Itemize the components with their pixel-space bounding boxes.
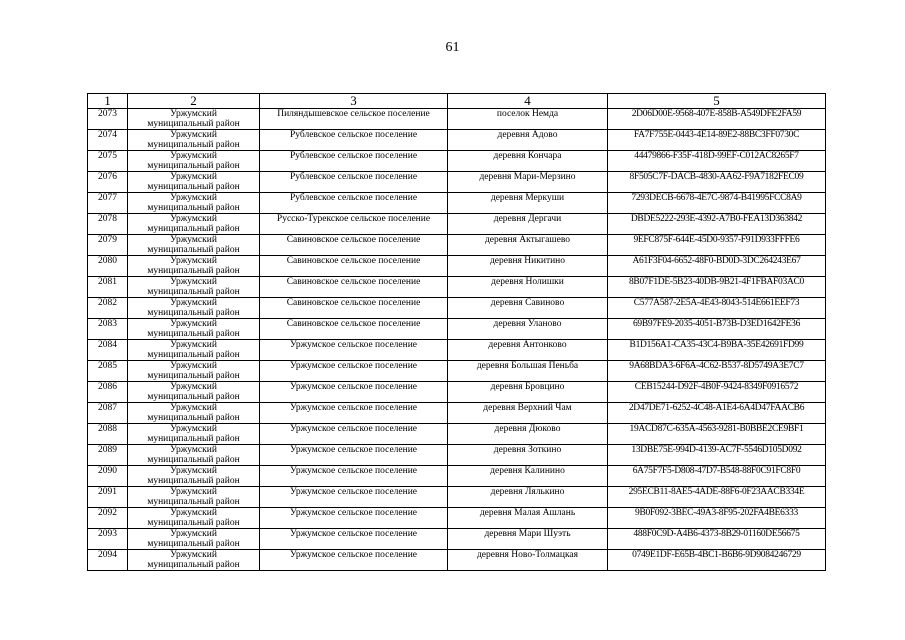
column-header-4: 4 bbox=[448, 94, 608, 109]
settlement-cell: Уржумское сельское поселение bbox=[260, 529, 448, 550]
district-cell bbox=[128, 298, 260, 319]
settlement-cell: Уржумское сельское поселение bbox=[260, 340, 448, 361]
district-cell bbox=[128, 529, 260, 550]
row-number-cell: 2081 bbox=[88, 277, 128, 298]
guid-cell: 0749E1DF-E65B-4BC1-B6B6-9D9084246729 bbox=[608, 550, 826, 571]
column-header-2: 2 bbox=[128, 94, 260, 109]
settlements-table bbox=[87, 93, 826, 571]
district-line: Уржумский bbox=[170, 298, 217, 308]
district-line: Уржумский bbox=[170, 529, 217, 539]
row-number-cell: 2086 bbox=[88, 382, 128, 403]
table-row bbox=[88, 361, 826, 382]
settlement-cell: Савиновское сельское поселение bbox=[260, 256, 448, 277]
guid-cell: DBDE5222-293E-4392-A7B0-FEA13D363842 bbox=[608, 214, 826, 235]
row-number-cell: 2077 bbox=[88, 193, 128, 214]
district-line: Уржумский bbox=[170, 466, 217, 476]
settlement-cell: Рублевское сельское поселение bbox=[260, 130, 448, 151]
district-line: муниципальный район bbox=[147, 245, 240, 255]
table-row bbox=[88, 235, 826, 256]
locality-cell: деревня Мари-Мерзино bbox=[448, 172, 608, 193]
guid-cell: 9EFC875F-644E-45D0-9357-F91D933FFFE6 bbox=[608, 235, 826, 256]
guid-cell: B1D156A1-CA35-43C4-B9BA-35E42691FD99 bbox=[608, 340, 826, 361]
column-header-5: 5 bbox=[608, 94, 826, 109]
settlement-cell: Уржумское сельское поселение bbox=[260, 508, 448, 529]
row-number-cell: 2073 bbox=[88, 109, 128, 130]
district-line: муниципальный район bbox=[147, 140, 240, 150]
table-row bbox=[88, 130, 826, 151]
district-line: муниципальный район bbox=[147, 266, 240, 276]
table-row bbox=[88, 193, 826, 214]
settlement-cell: Рублевское сельское поселение bbox=[260, 193, 448, 214]
locality-cell: деревня Верхний Чам bbox=[448, 403, 608, 424]
district-line: муниципальный район bbox=[147, 560, 240, 570]
settlement-cell: Рублевское сельское поселение bbox=[260, 172, 448, 193]
district-line: Уржумский bbox=[170, 235, 217, 245]
guid-cell: CEB15244-D92F-4B0F-9424-8349F0916572 bbox=[608, 382, 826, 403]
district-cell bbox=[128, 214, 260, 235]
district-cell bbox=[128, 130, 260, 151]
settlement-cell: Савиновское сельское поселение bbox=[260, 235, 448, 256]
row-number-cell: 2089 bbox=[88, 445, 128, 466]
district-cell bbox=[128, 109, 260, 130]
locality-cell: деревня Дергачи bbox=[448, 214, 608, 235]
district-cell bbox=[128, 550, 260, 571]
row-number-cell: 2084 bbox=[88, 340, 128, 361]
district-line: муниципальный район bbox=[147, 161, 240, 171]
table-row bbox=[88, 214, 826, 235]
district-line: муниципальный район bbox=[147, 476, 240, 486]
row-number-cell: 2079 bbox=[88, 235, 128, 256]
district-line: Уржумский bbox=[170, 277, 217, 287]
locality-cell: деревня Калинино bbox=[448, 466, 608, 487]
district-line: муниципальный район bbox=[147, 350, 240, 360]
page-number: 61 bbox=[445, 40, 460, 55]
settlement-cell: Уржумское сельское поселение bbox=[260, 424, 448, 445]
district-line: муниципальный район bbox=[147, 518, 240, 528]
guid-cell: C577A587-2E5A-4E43-8043-514E661EEF73 bbox=[608, 298, 826, 319]
locality-cell: деревня Дюково bbox=[448, 424, 608, 445]
district-line: Уржумский bbox=[170, 382, 217, 392]
guid-cell: 13DBE75E-994D-4139-AC7F-5546D105D092 bbox=[608, 445, 826, 466]
district-line: Уржумский bbox=[170, 151, 217, 161]
table-row bbox=[88, 109, 826, 130]
column-header-1: 1 bbox=[88, 94, 128, 109]
district-line: Уржумский bbox=[170, 403, 217, 413]
guid-cell: 6A75F7F5-D808-47D7-B548-88F0C91FC8F0 bbox=[608, 466, 826, 487]
district-cell bbox=[128, 340, 260, 361]
guid-cell: 295ECB11-8AE5-4ADE-88F6-0F23AACB334E bbox=[608, 487, 826, 508]
table-row bbox=[88, 382, 826, 403]
district-cell bbox=[128, 256, 260, 277]
district-line: Уржумский bbox=[170, 424, 217, 434]
district-line: муниципальный район bbox=[147, 455, 240, 465]
locality-cell: деревня Малая Ашлань bbox=[448, 508, 608, 529]
guid-cell: 488F0C9D-A4B6-4373-8B29-01160DE56675 bbox=[608, 529, 826, 550]
guid-cell: 9A68BDA3-6F6A-4C62-B537-8D5749A3E7C7 bbox=[608, 361, 826, 382]
row-number-cell: 2083 bbox=[88, 319, 128, 340]
settlement-cell: Уржумское сельское поселение bbox=[260, 487, 448, 508]
row-number-cell: 2075 bbox=[88, 151, 128, 172]
locality-cell: деревня Нолишки bbox=[448, 277, 608, 298]
guid-cell: 8B07F1DE-5B23-40DB-9B21-4F1FBAF03AC0 bbox=[608, 277, 826, 298]
table-row bbox=[88, 466, 826, 487]
row-number-cell: 2087 bbox=[88, 403, 128, 424]
district-line: муниципальный район bbox=[147, 434, 240, 444]
row-number-cell: 2082 bbox=[88, 298, 128, 319]
settlement-cell: Русско-Турекское сельское поселение bbox=[260, 214, 448, 235]
settlement-cell: Уржумское сельское поселение bbox=[260, 382, 448, 403]
row-number-cell: 2093 bbox=[88, 529, 128, 550]
district-line: муниципальный район bbox=[147, 287, 240, 297]
row-number-cell: 2090 bbox=[88, 466, 128, 487]
district-line: муниципальный район bbox=[147, 308, 240, 318]
district-line: Уржумский bbox=[170, 550, 217, 560]
row-number-cell: 2076 bbox=[88, 172, 128, 193]
row-number-cell: 2074 bbox=[88, 130, 128, 151]
table-row bbox=[88, 298, 826, 319]
locality-cell: деревня Уланово bbox=[448, 319, 608, 340]
district-line: Уржумский bbox=[170, 214, 217, 224]
district-line: Уржумский bbox=[170, 130, 217, 140]
district-cell bbox=[128, 361, 260, 382]
table-row bbox=[88, 529, 826, 550]
row-number-cell: 2092 bbox=[88, 508, 128, 529]
row-number-cell: 2080 bbox=[88, 256, 128, 277]
row-number-cell: 2085 bbox=[88, 361, 128, 382]
table-row bbox=[88, 256, 826, 277]
guid-cell: 2D47DE71-6252-4C48-A1E4-6A4D47FAACB6 bbox=[608, 403, 826, 424]
district-line: муниципальный район bbox=[147, 539, 240, 549]
locality-cell: деревня Кончара bbox=[448, 151, 608, 172]
locality-cell: деревня Большая Пеньба bbox=[448, 361, 608, 382]
district-cell bbox=[128, 424, 260, 445]
district-line: муниципальный район bbox=[147, 119, 240, 129]
guid-cell: FA7F755E-0443-4E14-89E2-88BC3FF0730C bbox=[608, 130, 826, 151]
district-line: Уржумский bbox=[170, 508, 217, 518]
locality-cell: деревня Ново-Толмацкая bbox=[448, 550, 608, 571]
district-line: муниципальный район bbox=[147, 203, 240, 213]
guid-cell: 19ACD87C-635A-4563-9281-B0BBE2CE9BF1 bbox=[608, 424, 826, 445]
district-line: Уржумский bbox=[170, 487, 217, 497]
district-cell bbox=[128, 193, 260, 214]
table-row bbox=[88, 151, 826, 172]
district-line: Уржумский bbox=[170, 340, 217, 350]
district-line: муниципальный район bbox=[147, 413, 240, 423]
settlement-cell: Уржумское сельское поселение bbox=[260, 361, 448, 382]
district-line: Уржумский bbox=[170, 109, 217, 119]
settlement-cell: Уржумское сельское поселение bbox=[260, 403, 448, 424]
district-cell bbox=[128, 508, 260, 529]
guid-cell: 7293DECB-6678-4E7C-9874-B41995FCC8A9 bbox=[608, 193, 826, 214]
settlement-cell: Савиновское сельское поселение bbox=[260, 319, 448, 340]
district-line: Уржумский bbox=[170, 319, 217, 329]
settlement-cell: Уржумское сельское поселение bbox=[260, 466, 448, 487]
district-cell bbox=[128, 403, 260, 424]
locality-cell: деревня Зоткино bbox=[448, 445, 608, 466]
locality-cell: деревня Савиново bbox=[448, 298, 608, 319]
table-row bbox=[88, 403, 826, 424]
district-cell bbox=[128, 151, 260, 172]
table-row bbox=[88, 424, 826, 445]
district-cell bbox=[128, 445, 260, 466]
district-cell bbox=[128, 319, 260, 340]
locality-cell: деревня Антонково bbox=[448, 340, 608, 361]
district-line: муниципальный район bbox=[147, 182, 240, 192]
district-line: муниципальный район bbox=[147, 497, 240, 507]
locality-cell: деревня Адово bbox=[448, 130, 608, 151]
column-header-3: 3 bbox=[260, 94, 448, 109]
table-row bbox=[88, 340, 826, 361]
guid-cell: 69B97FE9-2035-4051-B73B-D3ED1642FE36 bbox=[608, 319, 826, 340]
district-cell bbox=[128, 466, 260, 487]
table-row bbox=[88, 277, 826, 298]
row-number-cell: 2091 bbox=[88, 487, 128, 508]
district-line: Уржумский bbox=[170, 361, 217, 371]
locality-cell: деревня Бровцино bbox=[448, 382, 608, 403]
district-cell bbox=[128, 172, 260, 193]
locality-cell: деревня Лялькино bbox=[448, 487, 608, 508]
district-line: Уржумский bbox=[170, 445, 217, 455]
table-header-row bbox=[88, 94, 826, 109]
settlement-cell: Савиновское сельское поселение bbox=[260, 298, 448, 319]
guid-cell: 44479866-F35F-418D-99EF-C012AC8265F7 bbox=[608, 151, 826, 172]
locality-cell: деревня Мари Шуэть bbox=[448, 529, 608, 550]
district-cell bbox=[128, 277, 260, 298]
district-line: Уржумский bbox=[170, 256, 217, 266]
district-line: муниципальный район bbox=[147, 392, 240, 402]
table-row bbox=[88, 550, 826, 571]
guid-cell: 2D06D00E-9568-407E-858B-A549DFE2FA59 bbox=[608, 109, 826, 130]
district-line: Уржумский bbox=[170, 172, 217, 182]
locality-cell: деревня Меркуши bbox=[448, 193, 608, 214]
settlement-cell: Рублевское сельское поселение bbox=[260, 151, 448, 172]
row-number-cell: 2088 bbox=[88, 424, 128, 445]
locality-cell: поселок Немда bbox=[448, 109, 608, 130]
table-row bbox=[88, 487, 826, 508]
district-cell bbox=[128, 235, 260, 256]
settlement-cell: Уржумское сельское поселение bbox=[260, 445, 448, 466]
settlement-cell: Уржумское сельское поселение bbox=[260, 550, 448, 571]
table-row bbox=[88, 172, 826, 193]
guid-cell: A61F3F04-6652-48F0-BD0D-3DC264243E67 bbox=[608, 256, 826, 277]
district-line: Уржумский bbox=[170, 193, 217, 203]
guid-cell: 8F505C7F-DACB-4830-AA62-F9A7182FEC09 bbox=[608, 172, 826, 193]
district-line: муниципальный район bbox=[147, 329, 240, 339]
table-row bbox=[88, 319, 826, 340]
settlement-cell: Пиляндышевское сельское поселение bbox=[260, 109, 448, 130]
district-line: муниципальный район bbox=[147, 224, 240, 234]
row-number-cell: 2078 bbox=[88, 214, 128, 235]
district-cell bbox=[128, 382, 260, 403]
district-line: муниципальный район bbox=[147, 371, 240, 381]
locality-cell: деревня Никитино bbox=[448, 256, 608, 277]
table-row bbox=[88, 445, 826, 466]
table-body bbox=[88, 109, 826, 571]
locality-cell: деревня Актыгашево bbox=[448, 235, 608, 256]
row-number-cell: 2094 bbox=[88, 550, 128, 571]
guid-cell: 9B0F092-3BEC-49A3-8F95-202FA4BE6333 bbox=[608, 508, 826, 529]
table-row bbox=[88, 508, 826, 529]
district-cell bbox=[128, 487, 260, 508]
settlement-cell: Савиновское сельское поселение bbox=[260, 277, 448, 298]
